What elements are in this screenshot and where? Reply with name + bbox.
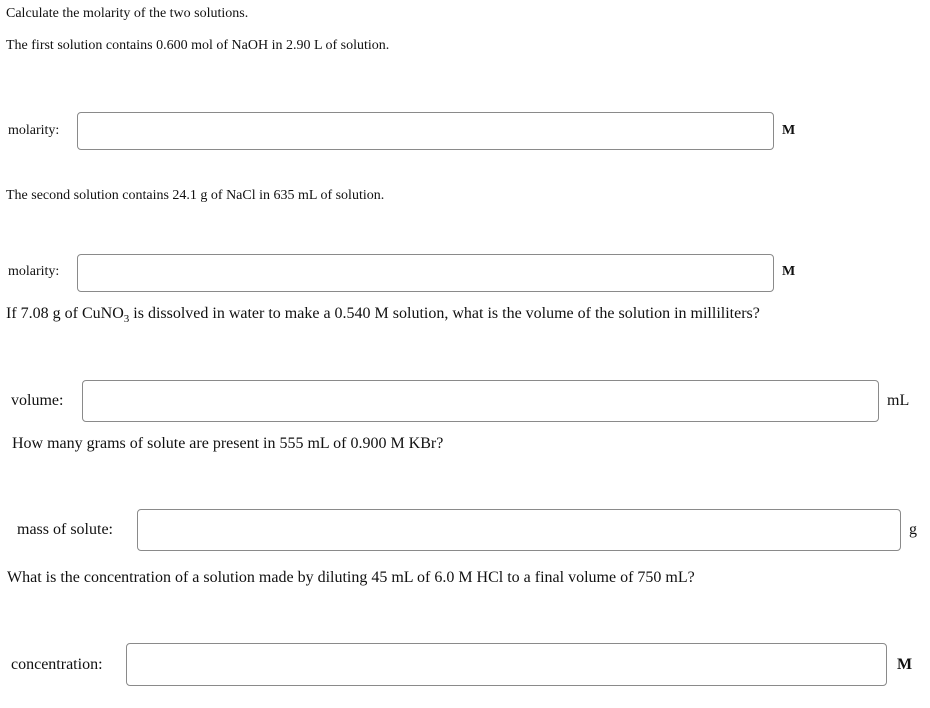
volume-label: volume: — [11, 392, 64, 409]
volume-input[interactable] — [82, 380, 879, 422]
q2-prompt-subscript: 3 — [123, 313, 130, 325]
q1-part1-text: The first solution contains 0.600 mol of NaOH in 2.90 L of solution. — [6, 38, 390, 53]
q2-prompt-after: is dissolved in water to make a 0.540 M solution, what is the volume of the solution in milliliters? — [129, 305, 760, 322]
q3-prompt: How many grams of solute are present in 555 mL of 0.900 M KBr? — [12, 435, 444, 452]
mass-label: mass of solute: — [17, 521, 113, 538]
q1-intro: Calculate the molarity of the two solutions. — [6, 6, 249, 21]
q1-part2-text: The second solution contains 24.1 g of NaCl in 635 mL of solution. — [6, 188, 385, 203]
mass-unit: g — [909, 521, 917, 538]
concentration-label: concentration: — [11, 656, 103, 673]
q4-prompt: What is the concentration of a solution made by diluting 45 mL of 6.0 M HCl to a final volume of 750 mL? — [7, 569, 695, 586]
concentration-input[interactable] — [126, 643, 887, 686]
q2-prompt-before: If 7.08 g of CuNO — [6, 305, 124, 322]
concentration-unit: M — [897, 656, 913, 673]
q2-prompt — [6, 305, 760, 323]
mass-input[interactable] — [137, 509, 901, 551]
molarity-unit-1: M — [782, 123, 796, 138]
molarity-unit-2: M — [782, 264, 796, 279]
volume-unit: mL — [887, 392, 910, 409]
molarity-label-1: molarity: — [8, 123, 60, 138]
molarity-input-1[interactable] — [77, 112, 774, 150]
molarity-label-2: molarity: — [8, 264, 60, 279]
molarity-input-2[interactable] — [77, 254, 774, 292]
